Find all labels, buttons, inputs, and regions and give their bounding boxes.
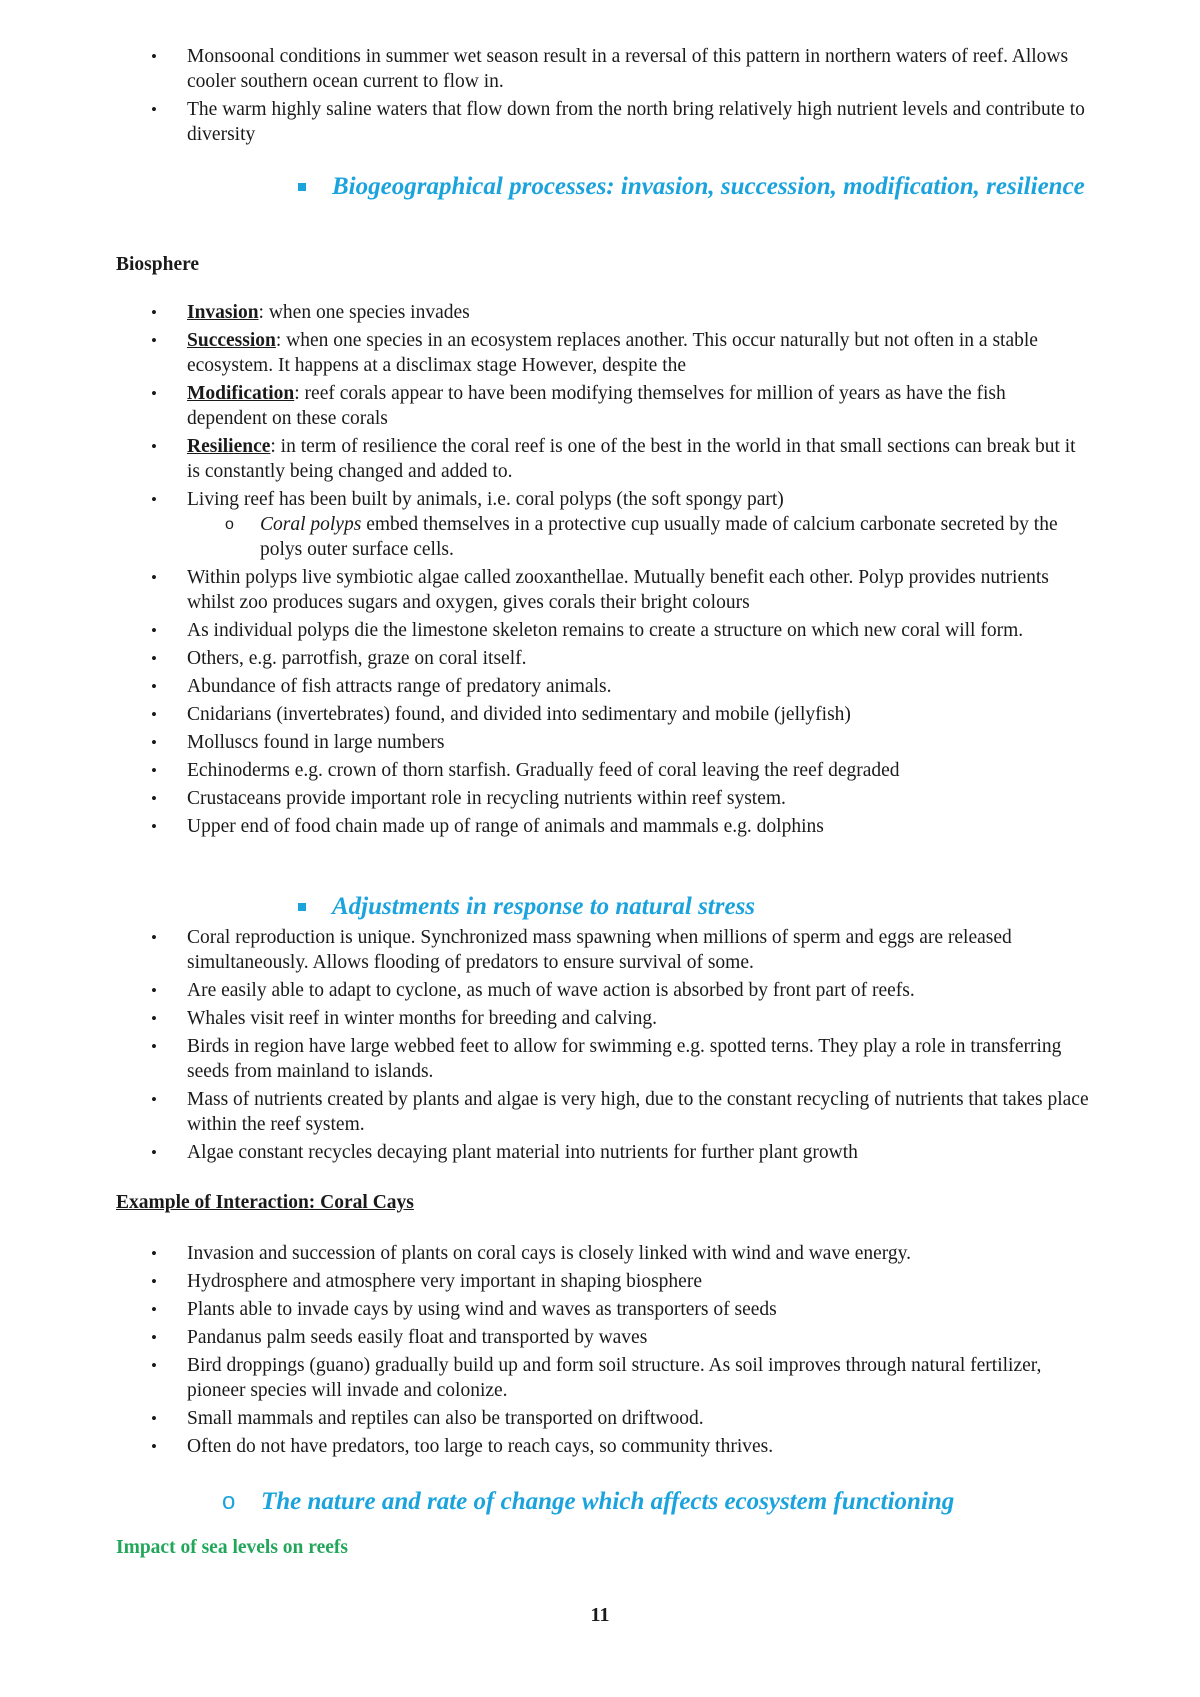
square-bullet-icon xyxy=(298,903,306,911)
coral-cays-list xyxy=(0,1241,1200,1459)
list-item: • Bird droppings (guano) gradually build up and form soil structure. As soil improves through natural fertilizer, pioneer species will invade and colonize. xyxy=(151,1355,1042,1401)
bullet-icon: • xyxy=(151,1272,157,1291)
list-item: • Monsoonal conditions in summer wet season result in a reversal of this pattern in northern waters of reef. Allows cooler southern ocean current to flow in. xyxy=(151,46,1069,92)
bullet-icon: • xyxy=(151,437,157,456)
list-item: • Echinoderms e.g. crown of thorn starfish. Gradually feed of coral leaving the reef degraded xyxy=(151,760,900,781)
bullet-icon: • xyxy=(151,733,157,752)
list-item: • Mass of nutrients created by plants and algae is very high, due to the constant recycling of nutrients that takes place within the reef system. xyxy=(151,1089,1089,1135)
bullet-icon: • xyxy=(151,1009,157,1028)
bullet-icon: • xyxy=(151,1356,157,1375)
list-item: • Others, e.g. parrotfish, graze on coral itself. xyxy=(151,648,527,669)
list-item: • Modification: reef corals appear to have been modifying themselves for million of years as have the fish dependent on these corals xyxy=(151,383,1006,429)
adjustments-list xyxy=(0,925,1200,1165)
list-item: • Abundance of fish attracts range of predatory animals. xyxy=(151,676,612,697)
heading-biogeographical-processes: Biogeographical processes: invasion, succession, modification, resilience xyxy=(332,173,1085,200)
list-item: • Invasion: when one species invades xyxy=(151,302,470,323)
list-item: • Crustaceans provide important role in recycling nutrients within reef system. xyxy=(151,788,786,809)
bullet-icon: • xyxy=(151,705,157,724)
list-item: • Within polyps live symbiotic algae called zooxanthellae. Mutually benefit each other. Polyp provides nutrients whilst zoo produces sugars and oxygen, gives corals their bright colours xyxy=(151,567,1049,613)
list-item: • Algae constant recycles decaying plant material into nutrients for further plant growth xyxy=(151,1142,858,1163)
intro-list xyxy=(0,44,1200,147)
sub-list xyxy=(187,512,1090,562)
bullet-icon: • xyxy=(151,677,157,696)
adjustments-section xyxy=(0,925,1200,1168)
bullet-icon: • xyxy=(151,47,157,66)
bullet-icon: • xyxy=(151,789,157,808)
list-item: • Often do not have predators, too large to reach cays, so community thrives. xyxy=(151,1436,774,1457)
section-label-sea-levels: Impact of sea levels on reefs xyxy=(116,1537,348,1558)
list-item: • Pandanus palm seeds easily float and transported by waves xyxy=(151,1327,648,1348)
bullet-icon: • xyxy=(151,1037,157,1056)
heading-adjustments: Adjustments in response to natural stress xyxy=(332,893,756,920)
bullet-icon: • xyxy=(151,568,157,587)
list-item: • Upper end of food chain made up of range of animals and mammals e.g. dolphins xyxy=(151,816,824,837)
circle-bullet-icon: o xyxy=(225,516,234,533)
coral-cays-section xyxy=(0,1241,1200,1462)
bullet-icon: • xyxy=(151,1244,157,1263)
list-item: • Living reef has been built by animals, i.e. coral polyps (the soft spongy part) o Coral polyps embed themselves in a protective cup usually made of calcium carbonate secreted by the polys outer surface cells. xyxy=(0,487,1200,562)
biosphere-section xyxy=(0,300,1200,842)
list-item: • Small mammals and reptiles can also be transported on driftwood. xyxy=(151,1408,704,1429)
heading-nature-and-rate: The nature and rate of change which affects ecosystem functioning xyxy=(261,1488,955,1515)
bullet-icon: • xyxy=(151,817,157,836)
square-bullet-icon xyxy=(298,183,306,191)
bullet-icon: • xyxy=(151,1090,157,1109)
list-item: • Coral reproduction is unique. Synchronized mass spawning when millions of sperm and eggs are released simultaneously. Allows flooding of predators to ensure survival of some. xyxy=(151,927,1012,973)
bullet-icon: • xyxy=(151,331,157,350)
intro-section xyxy=(0,44,1200,150)
list-item: • Birds in region have large webbed feet to allow for swimming e.g. spotted terns. They play a role in transferring seeds from mainland to islands. xyxy=(151,1036,1062,1082)
section-label-biosphere: Biosphere xyxy=(116,254,200,275)
bullet-icon: • xyxy=(151,1300,157,1319)
circle-bullet-icon: o xyxy=(222,1488,236,1515)
bullet-icon: • xyxy=(151,100,157,119)
bullet-icon: • xyxy=(151,928,157,947)
bullet-icon: • xyxy=(151,303,157,322)
bullet-icon: • xyxy=(151,621,157,640)
list-item: • As individual polyps die the limestone skeleton remains to create a structure on which new coral will form. xyxy=(151,620,1024,641)
bullet-icon: • xyxy=(151,384,157,403)
list-item: • Whales visit reef in winter months for breeding and calving. xyxy=(151,1008,658,1029)
biosphere-list xyxy=(0,300,1200,839)
list-item: • Succession: when one species in an ecosystem replaces another. This occur naturally but not often in a stable ecosystem. It happens at a disclimax stage However, despite the xyxy=(151,330,1038,376)
sub-list-item: o Coral polyps embed themselves in a protective cup usually made of calcium carbonate secreted by the polys outer surface cells. xyxy=(225,514,1058,560)
list-item: • The warm highly saline waters that flow down from the north bring relatively high nutrient levels and contribute to diversity xyxy=(151,99,1085,145)
bullet-icon: • xyxy=(151,1437,157,1456)
list-item: • Plants able to invade cays by using wind and waves as transporters of seeds xyxy=(151,1299,777,1320)
list-item: • Resilience: in term of resilience the coral reef is one of the best in the world in that small sections can break but it is constantly being changed and added to. xyxy=(151,436,1076,482)
bullet-icon: • xyxy=(151,649,157,668)
bullet-icon: • xyxy=(151,490,157,509)
list-item: • Are easily able to adapt to cyclone, as much of wave action is absorbed by front part of reefs. xyxy=(151,980,915,1001)
list-item: • Cnidarians (invertebrates) found, and divided into sedimentary and mobile (jellyfish) xyxy=(151,704,851,725)
list-item: • Hydrosphere and atmosphere very important in shaping biosphere xyxy=(151,1271,702,1292)
bullet-icon: • xyxy=(151,1328,157,1347)
list-item: • Invasion and succession of plants on coral cays is closely linked with wind and wave energy. xyxy=(151,1243,912,1264)
bullet-icon: • xyxy=(151,761,157,780)
bullet-icon: • xyxy=(151,1409,157,1428)
bullet-icon: • xyxy=(151,1143,157,1162)
bullet-icon: • xyxy=(151,981,157,1000)
section-label-coral-cays: Example of Interaction: Coral Cays xyxy=(116,1192,414,1213)
list-item: • Molluscs found in large numbers xyxy=(151,732,445,753)
page-number: 11 xyxy=(590,1604,610,1626)
